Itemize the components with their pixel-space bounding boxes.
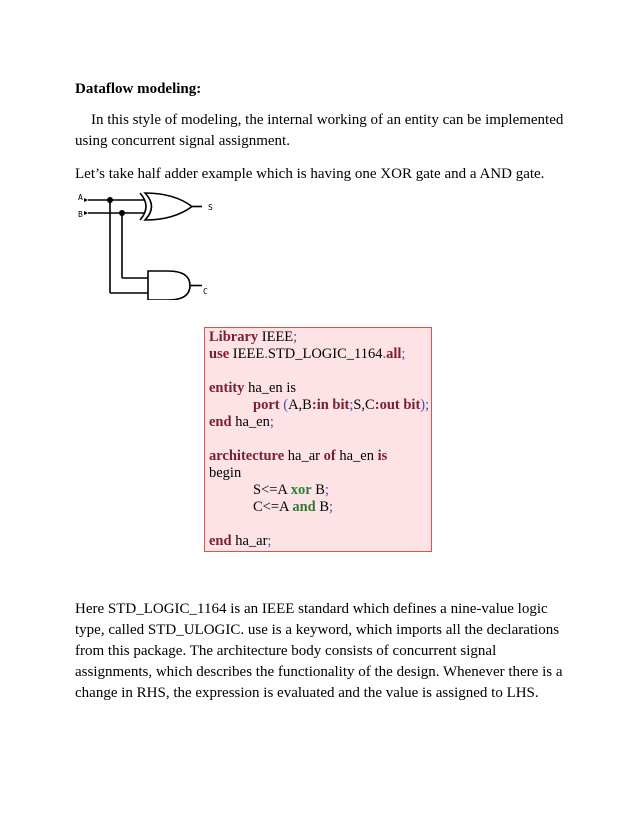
label-b: B: [78, 210, 83, 219]
code-line-use: use IEEE.STD_LOGIC_1164.all;: [209, 346, 406, 362]
code-line-port: port (A,B:in bit;S,C:out bit);: [253, 397, 430, 413]
label-s: S: [208, 203, 213, 212]
intro-paragraph: In this style of modeling, the internal working of an entity can be implemented using concurrent signal assignment.: [75, 112, 564, 149]
code-line-architecture: architecture ha_ar of ha_en is: [209, 448, 388, 464]
section-heading: Dataflow modeling:: [75, 81, 202, 97]
label-c: C: [203, 287, 208, 296]
explanation-paragraph: Here STD_LOGIC_1164 is an IEEE standard which defines a nine-value logic type, called STD_ULOGIC. use is a keyword, which imports all the declarations from this package. The architecture body consists of concurrent signal assignments, which describes the functionality of the design. Whenever there is a change in RHS, the expression is evaluated and the value is assigned to LHS.: [75, 601, 563, 701]
junction-dot-a: [107, 197, 113, 203]
code-line-end-entity: end ha_en;: [209, 414, 274, 430]
code-line-end-architecture: end ha_ar;: [209, 533, 272, 549]
code-line-begin: begin: [209, 465, 242, 481]
junction-dot-b: [119, 210, 125, 216]
half-adder-circuit-diagram: [74, 190, 224, 300]
code-line-entity: entity ha_en is: [209, 380, 296, 396]
and-gate: [148, 271, 190, 300]
code-line-library: Library IEEE;: [209, 329, 298, 345]
arrow-b-icon: [84, 211, 88, 215]
code-line-c-assign: C<=A and B;: [253, 499, 334, 515]
xor-gate-back-curve: [140, 193, 146, 220]
code-line-s-assign: S<=A xor B;: [253, 482, 329, 498]
arrow-a-icon: [84, 198, 88, 202]
label-a: A: [78, 193, 83, 202]
half-adder-paragraph: Let’s take half adder example which is having one XOR gate and a AND gate.: [75, 166, 545, 182]
xor-gate: [145, 193, 192, 220]
vhdl-code-box: [204, 327, 432, 552]
